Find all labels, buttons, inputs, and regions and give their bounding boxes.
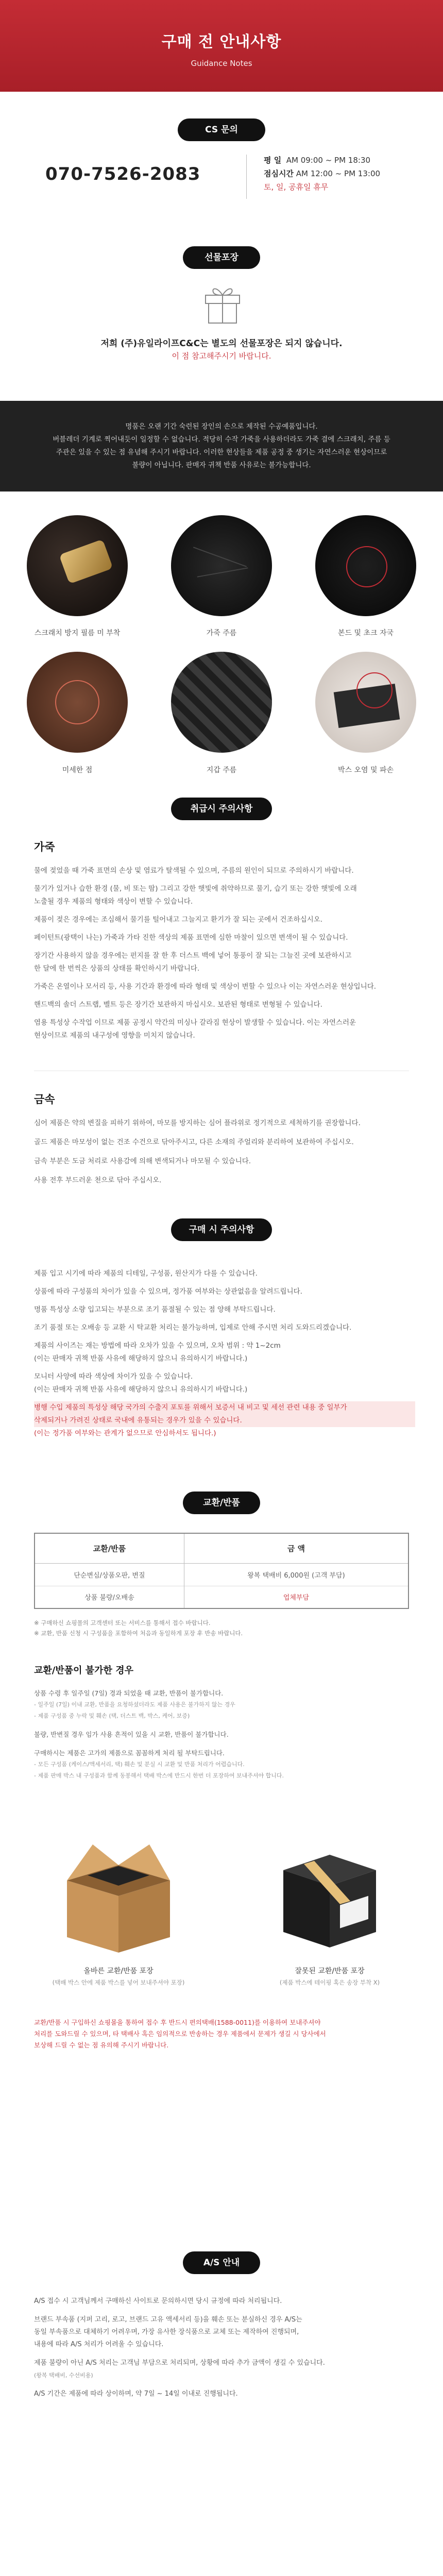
as-line: 제품 불량이 아닌 A/S 처리는 고객님 부담으로 처리되며, 상황에 따라 추가 금액이 생길 수 있습니다. bbox=[34, 2359, 325, 2367]
as-line: A/S 기간은 제품에 따라 상이하며, 약 7일 ~ 14일 이내로 진행됩니다. bbox=[34, 2390, 238, 2398]
care-line: 노출될 경우 제품의 형태와 색상이 변할 수 있습니다. bbox=[34, 897, 193, 906]
care-line: 골드 제품은 마모성이 없는 건조 수건으로 닦아주시고, 다른 소재의 주얼리와 분리하여 보관하여 주십시오. bbox=[34, 1138, 354, 1146]
weekday-hours: AM 09:00 ~ PM 18:30 bbox=[286, 156, 371, 165]
purchase-warning-line: 삭제되거나 가려진 상태로 국내에 유통되는 경우가 있을 수 있습니다. bbox=[34, 1414, 415, 1427]
cs-phone-number[interactable]: 070-7526-2083 bbox=[45, 164, 201, 184]
cs-divider bbox=[246, 155, 247, 199]
lunch-label: 점심시간 bbox=[264, 169, 294, 178]
as-line: 내용에 따라 A/S 처리가 어려울 수 있습니다. bbox=[34, 2341, 164, 2348]
impossible-line: - 모든 구성품 (케이스/액세서리, 택) 훼손 및 분실 시 교환 및 반품 처리가 어렵습니다. bbox=[34, 1761, 245, 1768]
leather-heading: 가죽 bbox=[34, 841, 55, 853]
impossible-line: 구매하시는 제품은 고가의 제품으로 꼼꼼하게 처리 될 부탁드립니다. bbox=[34, 1749, 225, 1757]
purchase-line: 제품의 사이즈는 재는 방법에 따라 오차가 있을 수 있으며, 오차 범위 : 약 1~2cm bbox=[34, 1342, 281, 1350]
correct-package-image bbox=[62, 1834, 175, 1958]
purchase-line: 모니터 사양에 따라 색상에 차이가 있을 수 있습니다. bbox=[34, 1372, 193, 1381]
care-line: 심어 제품은 약의 변질을 피하기 위하여, 마모를 방지하는 심어 플라위로 정기적으로 세척하기를 권장합니다. bbox=[34, 1119, 361, 1127]
purchase-line: (이는 판매자 귀책 반품 사유에 해당하지 않으니 유의하시기 바랍니다.) bbox=[34, 1354, 248, 1363]
care-line: 물기가 있거나 습한 환경 (물, 비 또는 땀) 그리고 강한 햇빛에 취약하므로 물기, 습기 또는 강한 햇빛에 오래 bbox=[34, 885, 357, 893]
metal-care-text bbox=[34, 1117, 415, 1187]
care-line: 제품이 젖은 경우에는 조심해서 물기를 털어내고 그늘지고 환기가 잘 되는 곳에서 건조하십시오. bbox=[34, 916, 323, 924]
table-header: 교환/반품 bbox=[35, 1533, 184, 1563]
notice-line: 명품은 오랜 기간 숙련된 장인의 손으로 제작된 수공예품입니다. bbox=[125, 422, 318, 431]
wrong-package-caption: 잘못된 교환/반품 포장 bbox=[295, 1967, 365, 1975]
wallet-wrinkle-photo bbox=[171, 652, 272, 753]
care-line: 물에 젖었을 때 가죽 표면의 손상 및 염료가 탈색될 수 있으며, 주름의 원인이 되므로 주의하시기 바랍니다. bbox=[34, 867, 354, 875]
purchase-line: (이는 판매자 귀책 반품 사유에 해당하지 않으니 유의하시기 바랍니다.) bbox=[34, 1385, 248, 1394]
notice-line: 불량이 아닙니다. 판매자 귀책 반품 사유로는 불가능합니다. bbox=[132, 461, 311, 469]
table-header: 금 액 bbox=[184, 1533, 408, 1563]
warning-line: 처리를 도와드릴 수 있으며, 타 택배사 혹은 임의적으로 반송하는 경우 제품에서 문제가 생길 시 당사에서 bbox=[34, 2030, 326, 2038]
care-line: 현상이므로 제품의 내구성에 영향을 미치지 않습니다. bbox=[34, 1031, 195, 1040]
care-line: 사용 전후 부드러운 천으로 닦아 주십시오. bbox=[34, 1176, 162, 1184]
purchase-line: 조기 품절 또는 오배송 등 교환 시 탁교환 처리는 불가능하며, 입제로 안해 주시면 처리 도와드리겠습니다. bbox=[34, 1324, 352, 1332]
as-info bbox=[34, 2295, 415, 2400]
notice-line: 버블레더 기계로 찍어내듯이 일정할 수 없습니다. 적당히 수작 가죽을 사용하더라도 가죽 결에 스크래치, 주름 등 bbox=[53, 435, 390, 444]
purchase-warning-line: 병행 수입 제품의 특성상 해당 국가의 수출지 포토를 위해서 보증서 내 비고 및 세선 관련 내용 중 일부가 bbox=[34, 1401, 415, 1414]
weekday-label: 평 일 bbox=[264, 156, 282, 165]
as-section-pill: A/S 안내 bbox=[183, 2251, 260, 2274]
page-title: 구매 전 안내사항 bbox=[161, 33, 282, 51]
impossible-line: - 제품 구성품 중 누락 및 훼손 (택, 더스트 백, 박스, 케어, 보증) bbox=[34, 1713, 190, 1719]
notice-line: 주관은 있을 수 있는 점 유념해 주시기 바랍니다. 이러한 현상들을 제품 공정 중 생기는 자연스러운 현상이므로 bbox=[56, 448, 387, 456]
photo-caption: 본드 및 초크 자국 bbox=[337, 629, 394, 637]
care-line: 장기간 사용하지 않을 경우에는 펀지를 잘 한 후 더스트 백에 넣어 통풍이 잘 되는 그늘진 곳에 보관하시고 bbox=[34, 952, 352, 960]
care-line: 가죽은 온열이나 모서리 등, 사용 기간과 환경에 따라 형태 및 색상이 변할 수 있으나 이는 자연스러운 현상입니다. bbox=[34, 982, 377, 991]
metal-heading: 금속 bbox=[34, 1093, 55, 1106]
warning-line: 보상해 드릴 수 없는 점 유의해 주시기 바랍니다. bbox=[34, 2041, 169, 2049]
header-banner bbox=[0, 0, 443, 92]
scratch-film-photo bbox=[27, 515, 128, 616]
care-line: 페이턴트(광택이 나는) 가죽과 가타 진한 색상의 제품 표면에 심한 마찰이 있으면 변색이 될 수 있습니다. bbox=[34, 934, 348, 942]
correct-package-sub: (택배 박스 안에 제품 박스를 넣어 보내주셔야 포장) bbox=[52, 1979, 185, 1986]
purchase-section-pill: 구매 시 주의사항 bbox=[171, 1218, 272, 1241]
impossible-line: 상품 수령 후 일주일 (7일) 경과 되었을 때 교환, 반품이 불가합니다. bbox=[34, 1689, 224, 1697]
table-cell: 업체부담 bbox=[184, 1586, 408, 1608]
glue-mark-photo bbox=[315, 515, 416, 616]
impossible-heading: 교환/반품이 불가한 경우 bbox=[34, 1665, 133, 1676]
box-damage-photo bbox=[315, 652, 416, 753]
care-line: 염용 특성상 수작업 이므로 제품 공정시 약간의 미싱나 갈라짐 현상이 발생할 수 있습니다. 이는 자연스러운 bbox=[34, 1019, 356, 1027]
photo-caption: 스크래치 방지 필름 미 부착 bbox=[34, 629, 121, 637]
purchase-line: 제품 입고 시기에 따라 제품의 디테일, 구성품, 원산지가 다를 수 있습니다. bbox=[34, 1269, 258, 1278]
care-line: 금속 부분은 도금 처리로 사용감에 의해 변색되거나 마모될 수 있습니다. bbox=[34, 1157, 251, 1165]
exchange-note: ※ 구매하신 쇼핑몰의 고객센터 또는 서비스를 통해서 접수 바랍니다. bbox=[34, 1619, 211, 1626]
impossible-list bbox=[34, 1688, 415, 1782]
gift-section-pill: 선물포장 bbox=[183, 246, 260, 269]
lunch-hours: AM 12:00 ~ PM 13:00 bbox=[296, 169, 381, 178]
wrong-package-sub: (제품 박스에 테이핑 혹은 송장 부착 X) bbox=[279, 1979, 380, 1986]
table-cell: 왕복 택배비 6,000원 (고객 부담) bbox=[184, 1563, 408, 1586]
handmade-notice bbox=[0, 401, 443, 492]
as-line: 브랜드 부속품 (지퍼 고리, 로고, 브랜드 고유 액세서리 등)을 훼손 또는 분실하신 경우 A/S는 bbox=[34, 2316, 302, 2324]
impossible-line: 불량, 반변질 경우 임가 사용 흔적이 있을 시 교환, 반품이 불가합니다. bbox=[34, 1731, 229, 1738]
photo-caption: 가죽 주름 bbox=[206, 629, 237, 637]
leather-wrinkle-photo bbox=[171, 515, 272, 616]
purchase-line: 명품 특성상 소량 입고되는 부분으로 조기 품절될 수 있는 점 양해 부탁드립니다. bbox=[34, 1306, 276, 1314]
correct-package-caption: 올바른 교환/반품 포장 bbox=[83, 1967, 154, 1975]
warning-line: 교환/반품 시 구입하신 쇼핑몰을 통하여 접수 후 반드시 편의택배(1588-0011)를 이용하여 보내주셔야 bbox=[34, 2019, 321, 2026]
fine-spot-photo bbox=[27, 652, 128, 753]
table-cell: 단순변심/상품오판, 변질 bbox=[35, 1563, 184, 1586]
exchange-note: ※ 교환, 반품 신청 시 구성품을 포함하여 처음과 동일하게 포장 후 반송 바랍니다. bbox=[34, 1630, 243, 1637]
photo-caption: 지갑 주름 bbox=[206, 766, 237, 774]
as-line: (왕복 택배비, 수선비용) bbox=[34, 2372, 93, 2379]
photo-caption: 박스 오염 및 파손 bbox=[337, 766, 394, 774]
wrong-package-image bbox=[273, 1834, 386, 1958]
table-cell: 상품 불량/오배송 bbox=[35, 1586, 184, 1608]
gift-box-icon bbox=[202, 281, 243, 325]
exchange-fee-table bbox=[34, 1533, 409, 1609]
return-courier-warning bbox=[34, 2017, 415, 2051]
purchase-warning-line: (이는 정가품 여부와는 관계가 없으므로 안심하셔도 됩니다.) bbox=[34, 1429, 216, 1437]
as-line: A/S 접수 시 고객님께서 구매하신 사이트로 문의하시면 당시 규정에 따라 처리됩니다. bbox=[34, 2297, 282, 2305]
gift-notice-sub: 이 점 참고해주시기 바랍니다. bbox=[172, 351, 271, 361]
purchase-line: 상품에 따라 구성품의 차이가 있을 수 있으며, 정가품 여부와는 상관없음을 알려드립니다. bbox=[34, 1287, 302, 1296]
care-line: 한 달에 한 번씩은 상품의 상태를 확인하시기 바랍니다. bbox=[34, 964, 200, 973]
care-section-pill: 취급시 주의사항 bbox=[171, 798, 272, 820]
as-line: 동일 부속품으로 대체하기 어려우며, 가장 유사한 장식품으로 교체 또는 제작하여 진행되며, bbox=[34, 2328, 299, 2336]
leather-care-text bbox=[34, 865, 415, 1042]
table-row bbox=[35, 1586, 408, 1608]
table-row bbox=[35, 1563, 408, 1586]
cs-section-pill: CS 문의 bbox=[178, 118, 265, 141]
exchange-section-pill: 교환/반품 bbox=[183, 1492, 260, 1514]
care-line: 핸드백의 솔더 스트랩, 벨트 등은 장기간 보관하지 마십시오. 보관된 형태로 변형될 수 있습니다. bbox=[34, 1001, 322, 1009]
impossible-line: - 일주일 (7일) 이내 교환, 반품을 요청하셨더라도 제품 사용은 불가하지 않는 경우 bbox=[34, 1701, 235, 1708]
impossible-line: - 제품 판매 박스 내 구성품과 함께 동봉해서 택배 박스에 반드시 한번 더 포장하여 보내주셔야 합니다. bbox=[34, 1772, 284, 1779]
photo-caption: 미세한 점 bbox=[62, 766, 93, 774]
page-subtitle: Guidance Notes bbox=[191, 59, 252, 68]
closed-days: 토, 일, 공휴일 휴무 bbox=[264, 182, 329, 192]
cs-hours bbox=[264, 154, 380, 194]
purchase-notes bbox=[34, 1267, 415, 1440]
gift-notice: 저희 (주)유일라이프C&C는 별도의 선물포장은 되지 않습니다. bbox=[100, 338, 343, 349]
